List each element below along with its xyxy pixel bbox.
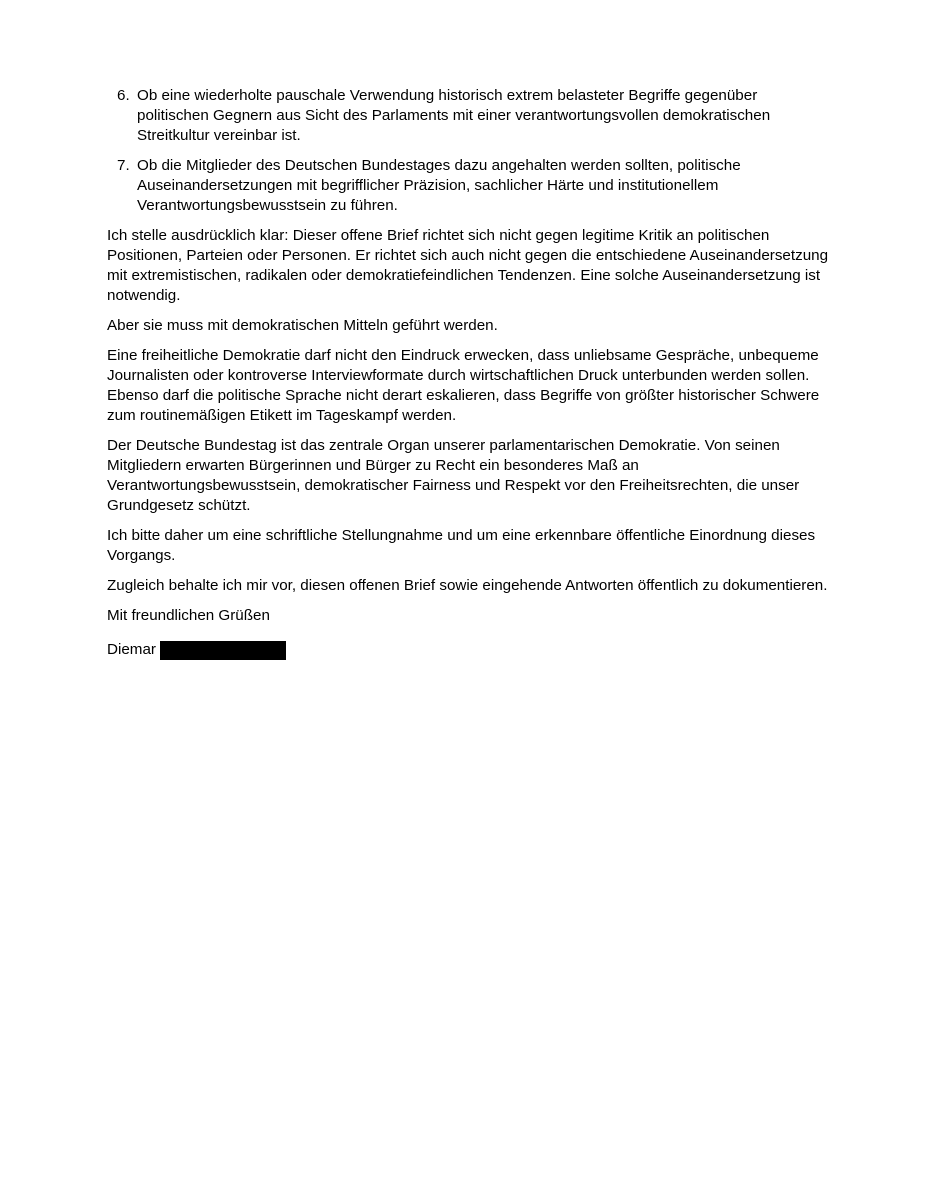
list-item-number: 6. <box>117 87 130 104</box>
list-item-number: 7. <box>117 157 130 174</box>
paragraph-documentation: Zugleich behalte ich mir vor, diesen offenen Brief sowie eingehende Antworten öffentlich zu dokumentieren. <box>107 577 828 594</box>
closing-salutation: Mit freundlichen Grüßen <box>107 607 270 624</box>
letter-body <box>107 86 832 660</box>
signature-first-name: Diemar <box>107 641 156 658</box>
signature <box>107 640 832 660</box>
paragraph-bundestag: Der Deutsche Bundestag ist das zentrale Organ unserer parlamentarischen Demokratie. Von seinen Mitgliedern erwarten Bürgerinnen und Bürger zu Recht ein besonderes Maß an Verantwortungsbewusstsein, demokratischer Fairness und Respekt vor den Freiheitsrechten, die unser Grundgesetz schützt. <box>107 437 800 514</box>
paragraph-clarification: Ich stelle ausdrücklich klar: Dieser offene Brief richtet sich nicht gegen legitime Kritik an politischen Positionen, Parteien oder Personen. Er richtet sich auch nicht gegen die entschiedene Auseinandersetzung mit extremistischen, radikalen oder demokratiefeindlichen Tendenzen. Eine solche Auseinandersetzung ist notwendig. <box>107 227 829 304</box>
list-item-text: Ob die Mitglieder des Deutschen Bundestages dazu angehalten werden sollten, politische Auseinandersetzungen mit begrifflicher Präzision, sachlicher Härte und institutionellem Verantwortungsbewusstsein zu führen. <box>137 157 741 214</box>
question-list <box>107 86 832 216</box>
list-item <box>107 156 832 216</box>
paragraph-democratic-means: Aber sie muss mit demokratischen Mitteln geführt werden. <box>107 317 498 334</box>
list-item <box>107 86 832 146</box>
redaction-bar <box>160 641 286 660</box>
paragraph-request-statement: Ich bitte daher um eine schriftliche Stellungnahme und um eine erkennbare öffentliche Einordnung dieses Vorgangs. <box>107 527 816 564</box>
paragraph-liberal-democracy: Eine freiheitliche Demokratie darf nicht den Eindruck erwecken, dass unliebsame Gespräche, unbequeme Journalisten oder kontroverse Interviewformate durch wirtschaftlichen Druck unterbunden werden sollen. Ebenso darf die politische Sprache nicht derart eskalieren, dass Begriffe von größter historischer Schwere zum routinemäßigen Etikett im Tageskampf werden. <box>107 347 820 424</box>
list-item-text: Ob eine wiederholte pauschale Verwendung historisch extrem belasteter Begriffe gegenüber politischen Gegnern aus Sicht des Parlaments mit einer verantwortungsvollen demokratischen Streitkultur vereinbar ist. <box>137 87 771 144</box>
